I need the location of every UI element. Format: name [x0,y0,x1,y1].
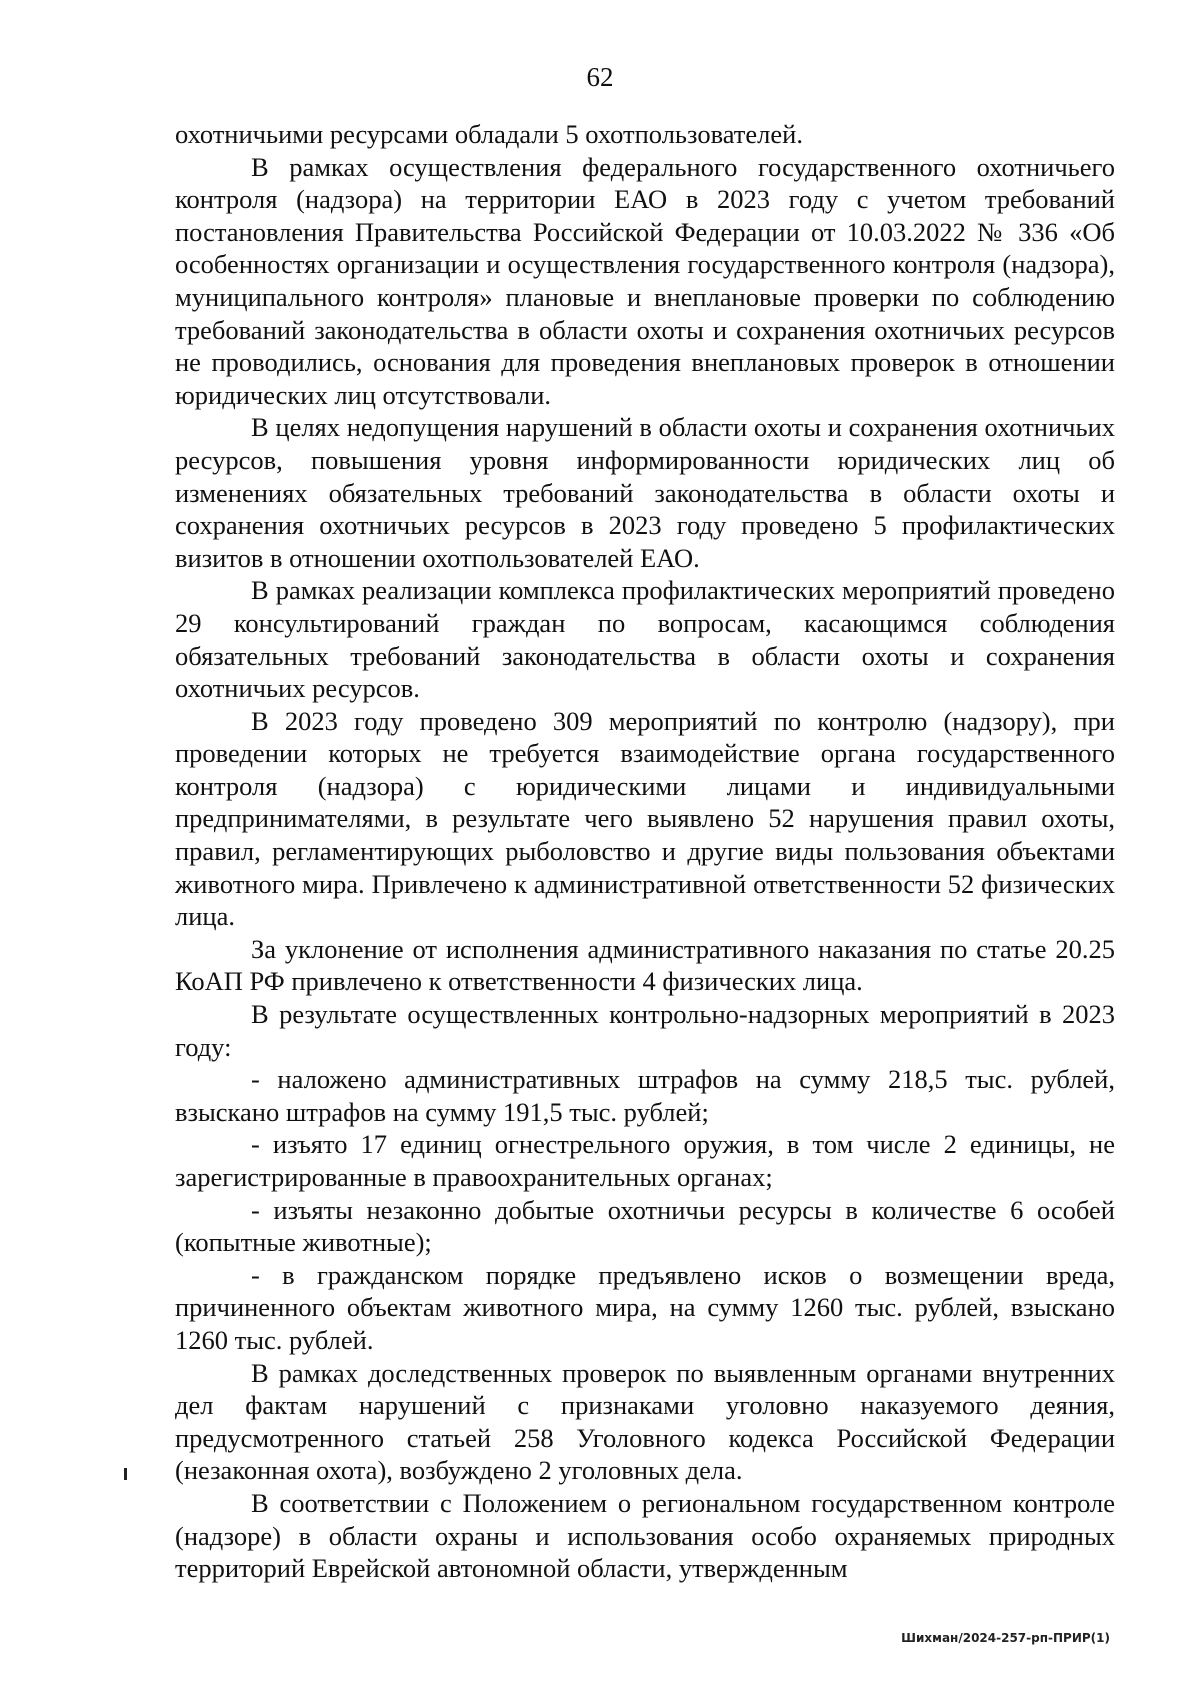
list-item-fines: - наложено административных штрафов на сумму 218,5 тыс. рублей, взыскано штрафов на сумму 191,5 тыс. рублей; [175,1064,1115,1127]
paragraph-regional-control: В соответствии с Положением о региональном государственном контроле (надзоре) в области охраны и использования особо охраняемых природных территорий Еврейской автономной области, утвержденным [175,1487,1115,1584]
paragraph-control-measures: В 2023 году проведено 309 мероприятий по контролю (надзору), при проведении которых не требуется взаимодействие органа государственного контроля (надзора) с юридическими лицами и индивидуальными предпринимателями, в результате чего выявлено 52 нарушения правил охоты, правил, регламентирующих рыболовство и другие виды пользования объектами животного мира. Привлечено к административной ответственности 52 физических лица. [175,705,1115,932]
footer-document-code: Шихман/2024-257-рп-ПРИР(1) [901,1631,1110,1645]
page-number: 62 [586,62,614,92]
document-body [175,118,1115,1585]
paragraph-federal-control: В рамках осуществления федерального государственного охотничьего контроля (надзора) на территории ЕАО в 2023 году с учетом требований постановления Правительства Российской Федерации от 10.03.2022 № 336 «Об особенностях организации и осуществления государственного контроля (надзора), муниципального контроля» плановые и внеплановые проверки по соблюдению требований законодательства в области охоты и сохранения охотничьих ресурсов не проводились, основания для проведения внеплановых проверок в отношении юридических лиц отсутствовали. [175,151,1115,410]
list-item-seized-resources: - изъяты незаконно добытые охотничьи ресурсы в количестве 6 особей (копытные животные); [175,1194,1115,1258]
paragraph-evasion: За уклонение от исполнения административного наказания по статье 20.25 КоАП РФ привлечено к ответственности 4 физических лица. [175,933,1115,997]
margin-mark [124,1468,127,1480]
paragraph-consultations: В рамках реализации комплекса профилактических мероприятий проведено 29 консультирований граждан по вопросам, касающимся соблюдения обязательных требований законодательства в области охоты и сохранения охотничьих ресурсов. [175,575,1115,704]
list-item-civil-claims: - в гражданском порядке предъявлено исков о возмещении вреда, причиненного объектам животного мира, на сумму 1260 тыс. рублей, взыскано 1260 тыс. рублей. [175,1259,1115,1355]
paragraph-prevention: В целях недопущения нарушений в области охоты и сохранения охотничьих ресурсов, повышения уровня информированности юридических лиц об изменениях обязательных требований законодательства в области охоты и сохранения охотничьих ресурсов в 2023 году проведено 5 профилактических визитов в отношении охотпользователей ЕАО. [175,412,1115,573]
paragraph-continuation: охотничьими ресурсами обладали 5 охотпользователей. [175,119,803,149]
paragraph-results-intro: В результате осуществленных контрольно-надзорных мероприятий в 2023 году: [175,999,1115,1062]
paragraph-criminal-cases: В рамках доследственных проверок по выявленным органами внутренних дел фактам нарушений с признаками уголовно наказуемого деяния, предусмотренного статьей 258 Уголовного кодекса Российской Федерации (незаконная охота), возбуждено 2 уголовных дела. [175,1357,1115,1486]
list-item-weapons: - изъято 17 единиц огнестрельного оружия, в том числе 2 единицы, не зарегистрированные в правоохранительных органах; [175,1129,1115,1192]
